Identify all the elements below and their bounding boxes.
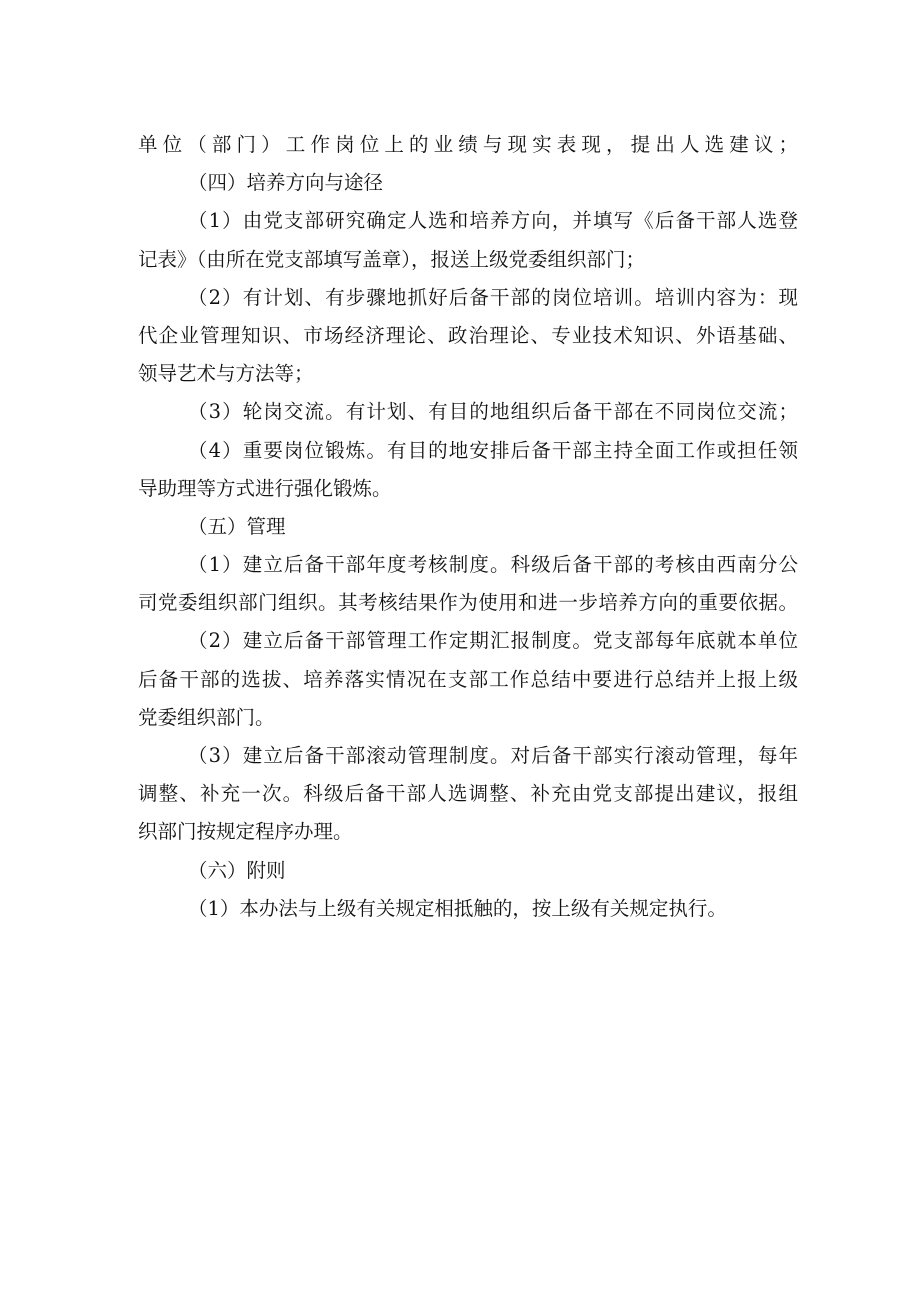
section-heading-5: （五）管理 xyxy=(188,514,286,538)
paragraph-line: （1）本办法与上级有关规定相抵触的，按上级有关规定执行。 xyxy=(188,896,727,920)
paragraph-line: 后备干部的选拔、培养落实情况在支部工作总结中要进行总结并上报上级 xyxy=(138,667,798,691)
paragraph-line: （2）有计划、有步骤地抓好后备干部的岗位培训。培训内容为：现 xyxy=(188,285,798,309)
paragraph-line: 领导艺术与方法等； xyxy=(138,362,314,386)
paragraph-line: 调整、补充一次。科级后备干部人选调整、补充由党支部提出建议，报组 xyxy=(138,782,798,806)
paragraph-line: （1）建立后备干部年度考核制度。科级后备干部的考核由西南分公 xyxy=(188,553,798,577)
paragraph-line: （1）由党支部研究确定人选和培养方向，并填写《后备干部人选登 xyxy=(188,209,798,233)
paragraph-line: 织部门按规定程序办理。 xyxy=(138,820,353,844)
paragraph-line: 记表》（由所在党支部填写盖章），报送上级党委组织部门； xyxy=(138,247,646,271)
paragraph-line: （3）轮岗交流。有计划、有目的地组织后备干部在不同岗位交流； xyxy=(188,400,798,424)
paragraph-line: 导助理等方式进行强化锻炼。 xyxy=(138,476,392,500)
paragraph-line: 司党委组织部门组织。其考核结果作为使用和进一步培养方向的重要依据。 xyxy=(138,591,798,615)
paragraph-line: 代企业管理知识、市场经济理论、政治理论、专业技术知识、外语基础、 xyxy=(138,323,798,347)
section-heading-4: （四）培养方向与途径 xyxy=(188,171,384,195)
document-body xyxy=(138,126,798,928)
paragraph-line: 党委组织部门。 xyxy=(138,705,275,729)
paragraph-line: （3）建立后备干部滚动管理制度。对后备干部实行滚动管理，每年 xyxy=(188,744,798,767)
section-heading-6: （六）附则 xyxy=(188,858,286,882)
paragraph-line: （4）重要岗位锻炼。有目的地安排后备干部主持全面工作或担任领 xyxy=(188,438,798,462)
paragraph-line: （2）建立后备干部管理工作定期汇报制度。党支部每年底就本单位 xyxy=(188,629,798,653)
paragraph-line: 单位（部门）工作岗位上的业绩与现实表现，提出人选建议； xyxy=(138,133,798,156)
